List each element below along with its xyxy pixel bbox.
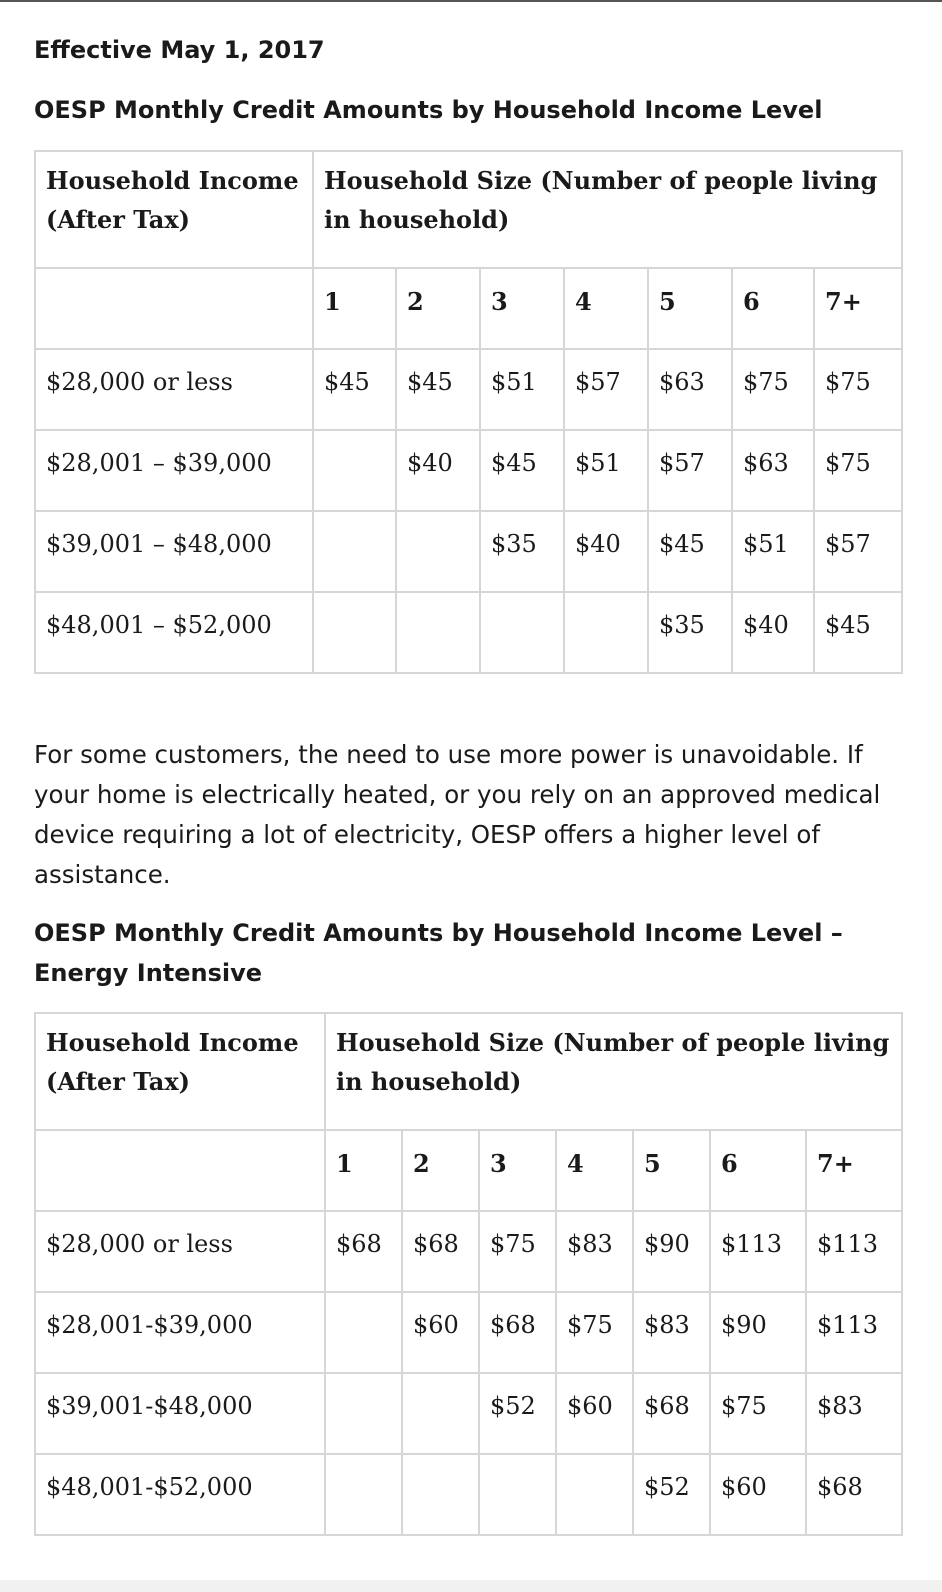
credit-cell: $40: [732, 592, 814, 673]
credit-cell: [480, 592, 564, 673]
credit-cell: $75: [710, 1373, 806, 1454]
effective-date-heading: Effective May 1, 2017: [34, 36, 325, 64]
credit-cell: $40: [564, 511, 648, 592]
size-cell: 2: [396, 268, 480, 349]
credit-cell: $83: [556, 1211, 633, 1292]
credit-cell: [402, 1454, 479, 1535]
table2-title: OESP Monthly Credit Amounts by Household Income Level – Energy Intensive: [34, 919, 843, 987]
credit-cell: $45: [648, 511, 732, 592]
credit-cell: $35: [648, 592, 732, 673]
size-cell: 3: [480, 268, 564, 349]
credit-cell: $68: [325, 1211, 402, 1292]
credit-cell: [564, 592, 648, 673]
credit-cell: $63: [648, 349, 732, 430]
size-cell: 4: [556, 1130, 633, 1211]
size-cell: 5: [648, 268, 732, 349]
household-size-row: [35, 1130, 902, 1211]
credit-table-standard: [34, 150, 903, 674]
table-row: [35, 1211, 902, 1292]
table-row: [35, 592, 902, 673]
credit-cell: $45: [480, 430, 564, 511]
credit-cell: $51: [480, 349, 564, 430]
credit-cell: $60: [402, 1292, 479, 1373]
size-cell: 1: [325, 1130, 402, 1211]
table-row: [35, 1454, 902, 1535]
credit-cell: $45: [814, 592, 902, 673]
credit-cell: [402, 1373, 479, 1454]
income-cell: $48,001 – $52,000: [35, 592, 313, 673]
credit-cell: $51: [564, 430, 648, 511]
credit-cell: $40: [396, 430, 480, 511]
credit-cell: $35: [480, 511, 564, 592]
credit-cell: $57: [814, 511, 902, 592]
empty-cell: [35, 1130, 325, 1211]
table-row: [35, 1373, 902, 1454]
credit-cell: $57: [648, 430, 732, 511]
size-cell: 2: [402, 1130, 479, 1211]
credit-cell: $52: [633, 1454, 710, 1535]
credit-table-energy-intensive: [34, 1012, 903, 1536]
income-cell: $28,001 – $39,000: [35, 430, 313, 511]
credit-cell: $90: [710, 1292, 806, 1373]
size-cell: 4: [564, 268, 648, 349]
income-cell: $28,000 or less: [35, 349, 313, 430]
table-header-row: [35, 1013, 902, 1130]
income-column-header: Household Income (After Tax): [35, 1013, 325, 1130]
credit-cell: $68: [633, 1373, 710, 1454]
credit-cell: $83: [633, 1292, 710, 1373]
credit-cell: $63: [732, 430, 814, 511]
energy-intensive-description: For some customers, the need to use more power is unavoidable. If your home is electrically heated, or you rely on an approved medical device requiring a lot of electricity, OESP offers a higher level of assistance.: [34, 740, 881, 889]
size-cell: 6: [732, 268, 814, 349]
credit-cell: $45: [396, 349, 480, 430]
credit-cell: $51: [732, 511, 814, 592]
income-cell: $48,001-$52,000: [35, 1454, 325, 1535]
size-cell: 6: [710, 1130, 806, 1211]
credit-cell: $57: [564, 349, 648, 430]
credit-cell: [479, 1454, 556, 1535]
credit-cell: $68: [479, 1292, 556, 1373]
table-header-row: [35, 151, 902, 268]
income-cell: $39,001-$48,000: [35, 1373, 325, 1454]
household-size-header: Household Size (Number of people living in household): [313, 151, 902, 268]
size-cell: 1: [313, 268, 396, 349]
credit-cell: $45: [313, 349, 396, 430]
credit-cell: $75: [814, 430, 902, 511]
credit-cell: $75: [732, 349, 814, 430]
credit-cell: [325, 1292, 402, 1373]
table-row: [35, 511, 902, 592]
credit-cell: [325, 1454, 402, 1535]
page-bottom-divider: [0, 1580, 942, 1592]
income-cell: $28,000 or less: [35, 1211, 325, 1292]
credit-cell: $75: [814, 349, 902, 430]
table-row: [35, 1292, 902, 1373]
credit-cell: $60: [710, 1454, 806, 1535]
credit-cell: $113: [806, 1292, 902, 1373]
credit-cell: [396, 511, 480, 592]
credit-cell: [313, 511, 396, 592]
credit-cell: $113: [806, 1211, 902, 1292]
credit-cell: [396, 592, 480, 673]
size-cell: 3: [479, 1130, 556, 1211]
income-cell: $28,001-$39,000: [35, 1292, 325, 1373]
credit-cell: [313, 592, 396, 673]
credit-cell: $60: [556, 1373, 633, 1454]
credit-cell: $68: [402, 1211, 479, 1292]
credit-cell: $113: [710, 1211, 806, 1292]
income-cell: $39,001 – $48,000: [35, 511, 313, 592]
size-cell: 5: [633, 1130, 710, 1211]
credit-cell: $90: [633, 1211, 710, 1292]
credit-cell: $75: [479, 1211, 556, 1292]
household-size-row: [35, 268, 902, 349]
credit-cell: $75: [556, 1292, 633, 1373]
credit-cell: [325, 1373, 402, 1454]
empty-cell: [35, 268, 313, 349]
table1-title: OESP Monthly Credit Amounts by Household Income Level: [34, 96, 823, 124]
size-cell: 7+: [814, 268, 902, 349]
credit-cell: $52: [479, 1373, 556, 1454]
size-cell: 7+: [806, 1130, 902, 1211]
credit-cell: $83: [806, 1373, 902, 1454]
credit-cell: $68: [806, 1454, 902, 1535]
income-column-header: Household Income (After Tax): [35, 151, 313, 268]
credit-cell: [313, 430, 396, 511]
credit-cell: [556, 1454, 633, 1535]
table-row: [35, 430, 902, 511]
table-row: [35, 349, 902, 430]
household-size-header: Household Size (Number of people living in household): [325, 1013, 902, 1130]
